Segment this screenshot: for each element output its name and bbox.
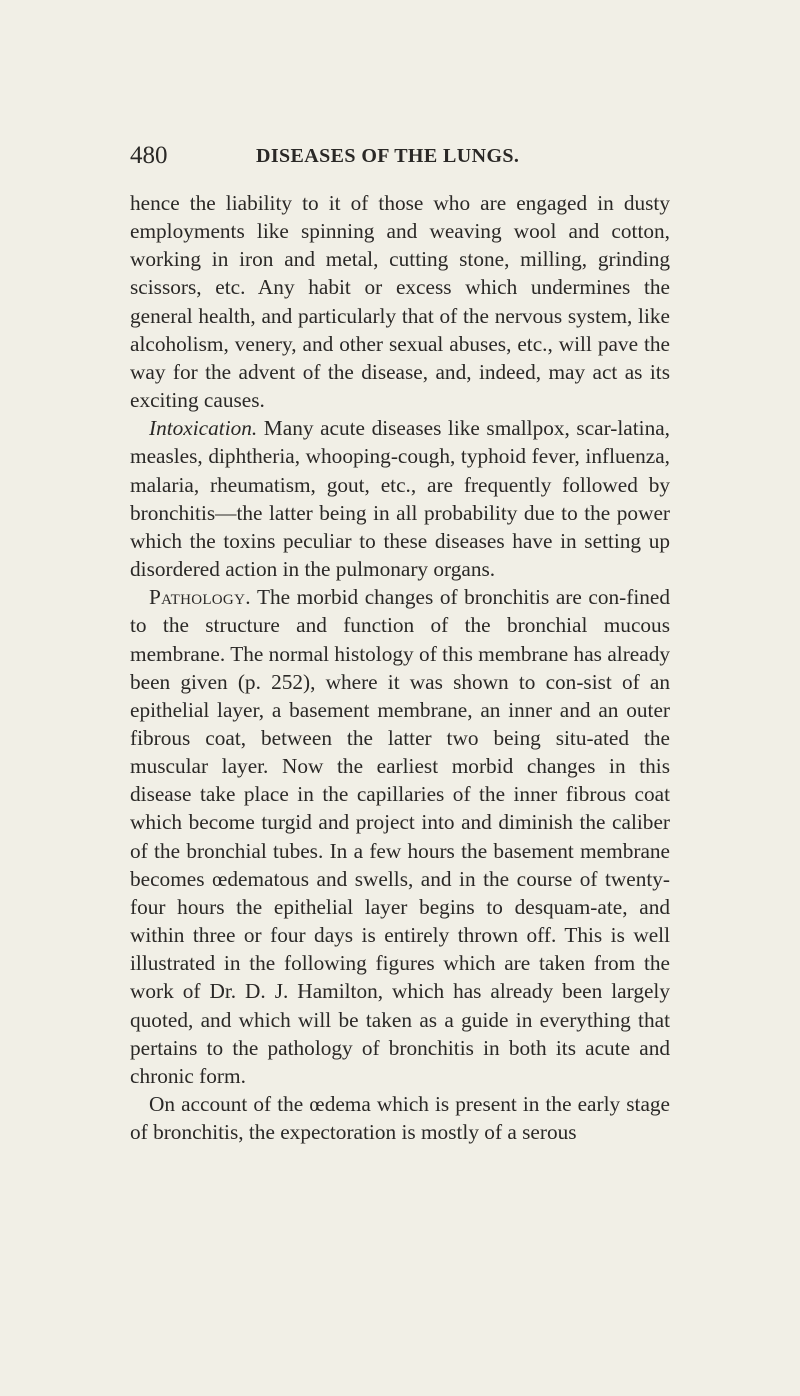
- paragraph-text: hence the liability to it of those who are engaged in dusty employments like spinning and weaving wool and cotton, working in iron and metal, cutting stone, milling, grinding scissors, etc. Any habit or excess which undermines the general health, and particularly that of the nervous system, like alcoholism, venery, and other sexual abuses, etc., will pave the way for the advent of the disease, and, indeed, may act as its exciting causes.: [130, 191, 670, 413]
- body-text: [130, 189, 670, 1146]
- running-title: DISEASES OF THE LUNGS.: [256, 145, 520, 167]
- paragraph-text: On account of the œdema which is present in the early stage of bronchitis, the expectoration is mostly of a serous: [130, 1092, 670, 1145]
- running-head: [130, 138, 670, 174]
- paragraph-lead-intoxication: Intoxication.: [149, 416, 258, 441]
- paragraph-intoxication: [130, 414, 670, 583]
- paragraph-lead-pathology: Pathology.: [149, 585, 251, 610]
- paragraph-continuation: [130, 189, 670, 414]
- page-number: 480: [130, 142, 168, 169]
- paragraph-oedema: [130, 1090, 670, 1146]
- paragraph-pathology: [130, 583, 670, 1090]
- paragraph-text: Many acute diseases like smallpox, scar-latina, measles, diphtheria, whooping-cough, typhoid fever, influenza, malaria, rheumatism, gout, etc., are frequently followed by bronchitis—the latter being in all probability due to the power which the toxins peculiar to these diseases have in setting up disordered action in the pulmonary organs.: [130, 416, 670, 582]
- paragraph-text: The morbid changes of bronchitis are con-fined to the structure and function of the bronchial mucous membrane. The normal histology of this membrane has already been given (p. 252), where it was shown to con-sist of an epithelial layer, a basement membrane, an inner and an outer fibrous coat, between the latter two being situ-ated the muscular layer. Now the earliest morbid changes in this disease take place in the capillaries of the inner fibrous coat which become turgid and project into and diminish the caliber of the bronchial tubes. In a few hours the basement membrane becomes œdematous and swells, and in the course of twenty-four hours the epithelial layer begins to desquam-ate, and within three or four days is entirely thrown off. This is well illustrated in the following figures which are taken from the work of Dr. D. J. Hamilton, which has already been largely quoted, and which will be taken as a guide in everything that pertains to the pathology of bronchitis in both its acute and chronic form.: [130, 585, 670, 1088]
